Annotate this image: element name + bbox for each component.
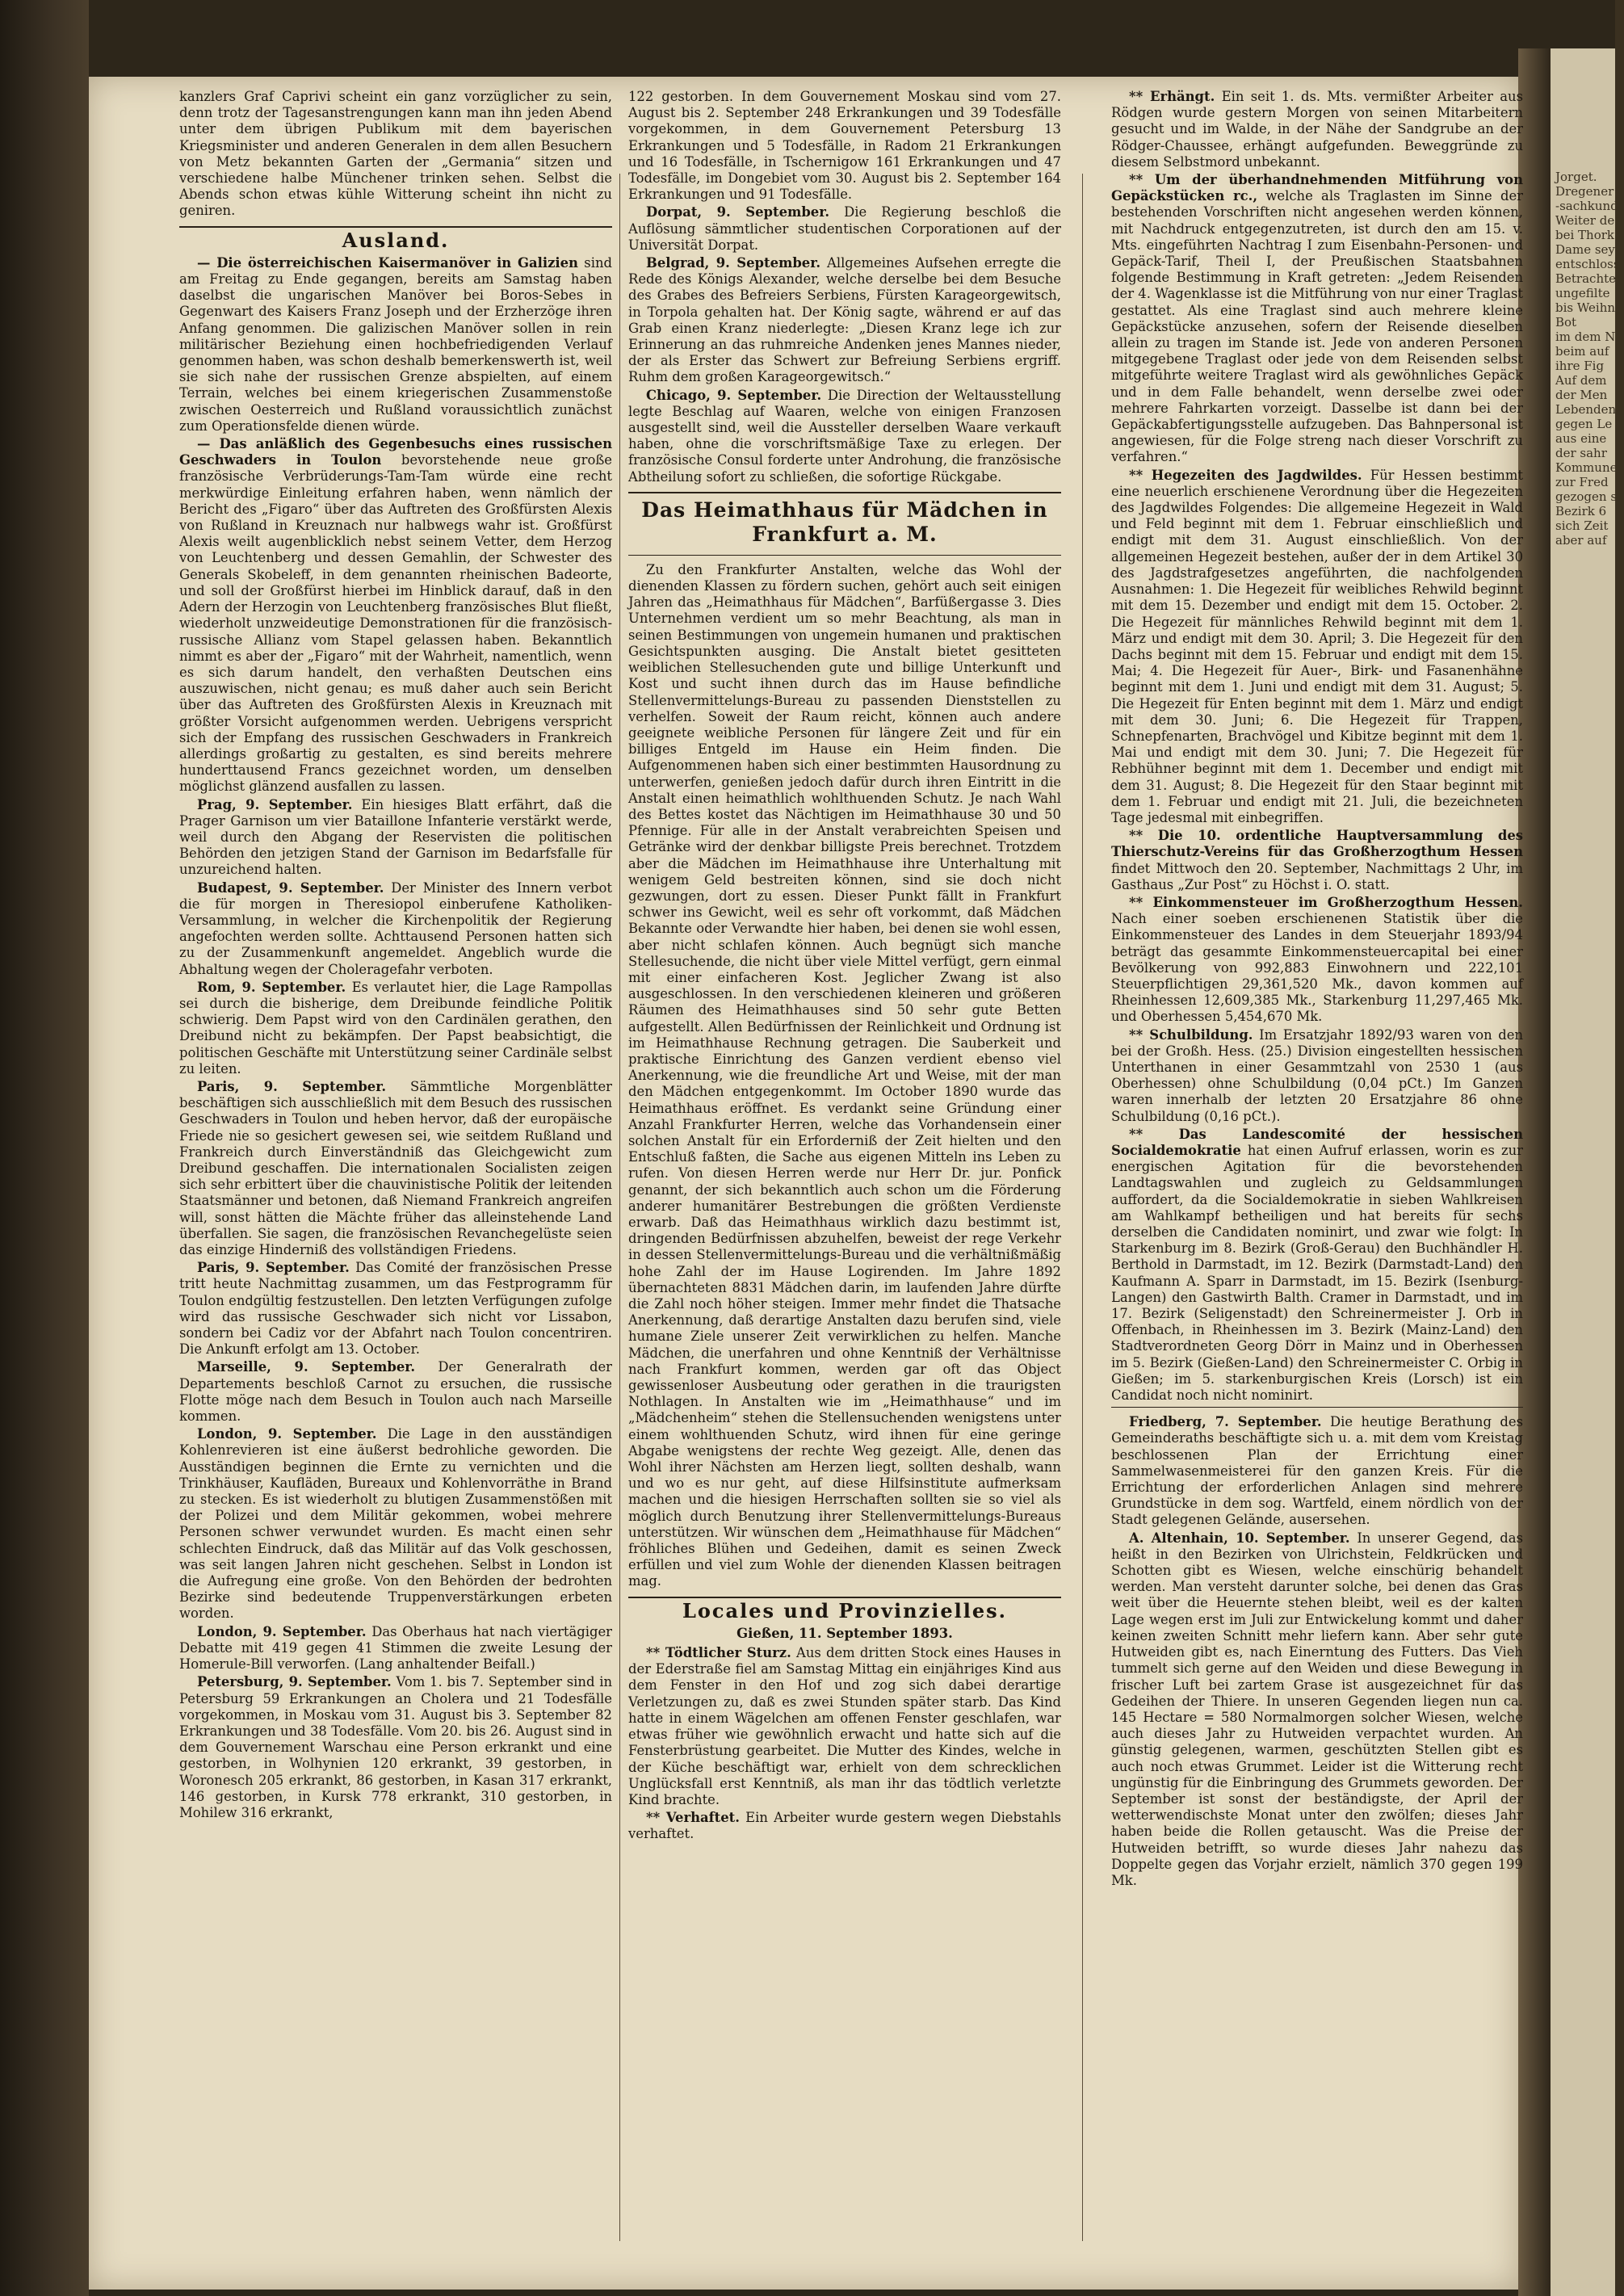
adjacent-page-text: ungefilte — [1555, 286, 1610, 300]
book-spine — [0, 0, 89, 2296]
news-item: ** Schulbildung. Im Ersatzjahr 1892/93 waren von den bei der Großh. Hess. (25.) Division eingestellten hessischen Unterthanen in einer Gesammtzahl von 2530 1 (aus Oberhessen) ohne Schulbildung (0,04 pCt.) Im Ganzen waren innerhalb der letzten 20 Ersatzjahre 86 ohne Schulbildung (0,16 pCt.). — [1111, 1026, 1523, 1124]
news-item: ** Hegezeiten des Jagdwildes. Für Hessen bestimmt eine neuerlich erschienene Verordnung über die Hegezeiten des Jagdwildes Folgendes: Die allgemeine Hegezeit in Wald und Feld beginnt mit dem 1. Februar einschließlich und endigt mit dem 31. August einschließlich. Von der allgemeinen Hegezeit bestehen, außer der in dem Artikel 30 des Jagdstrafgesetzes angeführten, die nachfolgenden Ausnahmen: 1. Die Hegezeit für weibliches Rehwild beginnt mit dem 15. Dezember und endigt mit dem 15. October. 2. Die Hegezeit für männliches Rehwild beginnt mit dem 1. März und endigt mit dem 30. April; 3. Die Hegezeit für den Dachs beginnt mit dem 15. Februar und endigt mit dem 15. Mai; 4. Die Hegezeit für Auer-, Birk- und Fasanenhähne beginnt mit dem 1. Juni und endigt mit dem 31. August; 5. Die Hegezeit für Enten beginnt mit dem 1. März und endigt mit dem 30. Juni; 6. Die Hegezeit für Trappen, Schnepfenarten, Brachvögel und Kibitze beginnt mit dem 1. Mai und endigt mit dem 30. Juni; 7. Die Hegezeit für Rebhühner beginnt mit dem 1. December und endigt mit dem 31. August; 8. Die Hegezeit für den Staar beginnt mit dem 1. Februar und endigt mit 21. Juli, die bezeichneten Tage jedesmal mit einbegriffen. — [1111, 467, 1523, 825]
column-rule — [619, 174, 620, 2241]
news-item: Prag, 9. September. Ein hiesiges Blatt erfährt, daß die Prager Garnison um vier Bataillone Infanterie verstärkt werde, weil durch den Abgang der Reservisten die politischen Behörden den jetzigen Stand der Garnison im Bedarfsfalle für unzureichend halten. — [179, 796, 612, 878]
divider — [179, 226, 612, 228]
news-item: Dorpat, 9. September. Die Regierung beschloß die Auflösung sämmtlicher studentischen Corporationen auf der Universität Dorpat. — [628, 204, 1061, 253]
news-item: Chicago, 9. September. Die Direction der Weltausstellung legte Beschlag auf Waaren, welche von einigen Franzosen ausgestellt sind, weil die Aussteller derselben Waare verkauft haben, ohne die vorschriftsmäßige Taxe zu erlegen. Der französische Consul forderte unter Androhung, die französische Abtheilung sofort zu schließen, die sofortige Rückgabe. — [628, 387, 1061, 485]
adjacent-page-text: Weiter de — [1555, 213, 1615, 228]
adjacent-page-edge — [1551, 48, 1624, 2296]
news-item: Paris, 9. September. Das Comité der französischen Presse tritt heute Nachmittag zusammen, um das Festprogramm für Toulon endgültig festzustellen. Den letzten Verfügungen zufolge wird das russische Geschwader sich nicht vor Lissabon, sondern bei Cadiz vor der Abfahrt nach Toulon concentriren. Die Ankunft erfolgt am 13. October. — [179, 1260, 612, 1358]
news-item: Marseille, 9. September. Der Generalrath der Departements beschloß Carnot zu ersuchen, die russische Flotte möge nach dem Besuch in Toulon auch nach Marseille kommen. — [179, 1359, 613, 1425]
paragraph: — Die österreichischen Kaisermanöver in Galizien sind am Freitag zu Ende gegangen, bereits am Samstag haben daselbst die ungarischen Manöver bei Boros-Sebes in Gegenwart des Kaisers Franz Joseph und der Erzherzöge ihren Anfang genommen. Die galizischen Manöver sollen in rein militärischer Beziehung einen hochbefriedigenden Verlauf genommen haben, was schon deshalb bemerkenswerth ist, weil sie sich nahe der russischen Grenze abspielten, auf einem Terrain, welches bei einem kriegerischen Zusammenstoße zwischen Oesterreich und Rußland voraussichtlich zunächst zum Operationsfelde dienen würde. — [179, 254, 612, 434]
adjacent-page-text: bis Weihn — [1555, 300, 1616, 315]
adjacent-page-text: aber auf — [1555, 533, 1607, 548]
page-gutter — [1518, 48, 1551, 2296]
dateline: Gießen, 11. September 1893. — [736, 1625, 953, 1641]
adjacent-page-text: Betrachten — [1555, 271, 1624, 286]
news-item: ** Erhängt. Ein seit 1. ds. Mts. vermißter Arbeiter aus Rödgen wurde gestern Morgen von seinen Mitarbeitern gesucht und im Walde, in der Nähe der Sandgrube an der Rödger-Chaussee, erhängt aufgefunden. Beweggründe zu diesem Selbstmord unbekannt. — [1111, 89, 1524, 170]
adjacent-page-text: sich Zeit — [1555, 518, 1609, 533]
news-item: ** Verhaftet. Ein Arbeiter wurde gestern wegen Diebstahls verhaftet. — [628, 1810, 1061, 1842]
adjacent-page-text: Lebenden — [1555, 402, 1617, 417]
news-item: ** Einkommensteuer im Großherzogthum Hessen. Nach einer soeben erschienenen Statistik über die Einkommensteuer des Landes in dem Steuerjahr 1893/94 beträgt das gesammte Einkommensteuercapital bei einer Bevölkerung von 992,883 Einwohnern und 222,101 Steuerpflichtigen 29,361,520 Mk., davon kommen auf Rheinhessen 12,609,385 Mk., Starkenburg 11,297,465 Mk. und Oberhessen 5,454,670 Mk. — [1111, 894, 1523, 1025]
column-rule — [1082, 174, 1083, 2241]
adjacent-page-text: Bot — [1555, 315, 1577, 329]
adjacent-page-text: Dregener — [1555, 184, 1614, 199]
news-item: London, 9. September. Die Lage in den ausständigen Kohlenrevieren ist eine äußerst bedrohliche geworden. Die Ausständigen beginnen die Ernte zu vernichten und die Trinkhäuser, Kaufläden, Bureaux und Kohlenvorräthe in Brand zu stecken. Es ist wiederholt zu blutigen Zusammenstößen mit der Polizei und dem Militär gekommen, wobei mehrere Personen schwer verwundet wurden. Es macht einen sehr schlechten Eindruck, daß das Militär auf das Volk geschossen, was seit langen Jahren nicht geschehen. Selbst in London ist die Aufregung eine große. Von den Behörden der bedrohten Bezirke sind bedeutende Truppenverstärkungen erbeten worden. — [179, 1426, 612, 1622]
news-item: Petersburg, 9. September. Vom 1. bis 7. September sind in Petersburg 59 Erkrankungen an Cholera und 21 Todesfälle vorgekommen, in Moskau vom 31. August bis 3. September 82 Erkrankungen und 38 Todesfälle. Vom 20. bis 26. August sind in dem Gouvernement Warschau eine Person erkrankt und eine gestorben, in Wolhynien 120 erkrankt, 39 gestorben, in Woronesch 205 erkrankt, 86 gestorben, in Kasan 317 erkrankt, 146 gestorben, in Kursk 778 erkrankt, 310 gestorben, in Mohilew 316 erkrankt, — [179, 1674, 612, 1820]
paragraph: 122 gestorben. In dem Gouvernement Moskau sind vom 27. August bis 2. September 248 Erkrankungen und 39 Todesfälle vorgekommen, in dem Gouvernement Petersburg 13 Erkrankungen und 5 Todesfälle, in Radom 21 Erkrankungen und 16 Todesfälle, in Tschernigow 161 Erkrankungen und 47 Todesfälle, im Dongebiet vom 30. August bis 2. September 164 Erkrankungen und 91 Todesfälle. — [628, 89, 1061, 203]
divider — [628, 1597, 1061, 1598]
news-item: ** Das Landescomité der hessischen Socialdemokratie hat einen Aufruf erlassen, worin es zur energischen Agitation für die bevorstehenden Landtagswahlen und zugleich zu Geldsammlungen auffordert, da die Socialdemokratie in sieben Wahlkreisen am Wahlkampf betheiligen und hat bereits für sechs derselben die Candidaten nominirt, und zwar wie folgt: In Starkenburg im 8. Bezirk (Groß-Gerau) den Buchhändler H. Berthold in Darmstadt, im 12. Bezirk (Darmstadt-Land) den Kaufmann A. Sparr in Darmstadt, im 15. Bezirk (Isenburg-Langen) den Gastwirth Balth. Cramer in Darmstadt, und im 17. Bezirk (Seligenstadt) den Schreinermeister J. Orb in Offenbach, in Rheinhessen im 3. Bezirk (Mainz-Land) den Stadtverordneten Georg Dörr in Mainz und in Oberhessen im 5. Bezirk (Gießen-Land) den Schreinermeister C. Orbig in Gießen; im 5. starkenburgischen Kreis (Lorsch) ist ein Candidat noch nicht nominirt. — [1111, 1126, 1523, 1404]
column-3 — [1111, 89, 1523, 1891]
column-1 — [179, 89, 612, 1823]
adjacent-page-text: der Men — [1555, 388, 1608, 402]
news-item: Friedberg, 7. September. Die heutige Berathung des Gemeinderaths beschäftigte sich u. a. mit dem vom Kreistag beschlossenen Plan der Errichtung einer Sammelwasenmeisterei für den ganzen Kreis. Für die Errichtung der erforderlichen Anlagen sind mehrere Grundstücke in dem sog. Wartfeld, einem nördlich von der Stadt gelegenen Gelände, ausersehen. — [1111, 1414, 1523, 1528]
adjacent-page-text: beim auf — [1555, 344, 1609, 359]
adjacent-page-text: ihre Fig — [1555, 359, 1605, 373]
section-heading-locales: Locales und Provinzielles. — [682, 1598, 1007, 1622]
paragraph: — Das anläßlich des Gegenbesuchs eines russischen Geschwaders in Toulon bevorstehende neue große französische Verbrüderungs-Tam-Tam würde eine recht merkwürdige Einleitung erfahren haben, wenn nämlich der Bericht des „Figaro“ über das Auftreten des Großfürsten Alexis von Rußland in Kreuznach nur halbwegs wahr ist. Großfürst Alexis weilt augenblicklich nebst seinem Vetter, dem Herzog von Leuchtenberg und dessen Gemahlin, der Schwester des Generals Skobeleff, in dem genannten rheinischen Badeorte, und soll der Großfürst hierbei im Hinblick darauf, daß in den Adern der Herzogin von Leuchtenberg französisches Blut fließt, wiederholt unzweideutige Demonstrationen für die französisch-russische Allianz vom Stapel gelassen haben. Bekanntlich nimmt es aber der „Figaro“ mit der Wahrheit, namentlich, wenn es sich darum handelt, den verhaßten Deutschen eins auszuwischen, nicht genau; es muß daher auch sein Bericht über das Auftreten des Großfürsten Alexis in Kreuznach mit größter Vorsicht aufgenommen werden. Uebrigens verspricht sich der Empfang des russischen Geschwaders in Frankreich allerdings großartig zu gestalten, es sind bereits mehrere hunderttausend Francs gezeichnet worden, um denselben möglichst glänzend ausfallen zu lassen. — [179, 436, 612, 795]
adjacent-page-text: Auf dem — [1555, 373, 1607, 388]
news-item: A. Altenhain, 10. September. In unserer Gegend, das heißt in den Bezirken von Ulrichstein, Feldkrücken und Schotten gibt es Wiesen, welche einschürig behandelt werden. Man versteht darunter solche, bei denen das Gras weit über die Heuernte stehen bleibt, weil es der kalten Lage wegen erst im Juli zur Entwickelung kommt und daher keinen zweiten Schnitt mehr liefern kann. Aber sehr gute Hutweiden gibt es, nach Einerntung des Futters. Das Vieh tummelt sich gerne auf den Weiden und diese Bewegung in frischer Luft bei zartem Grase ist ausgezeichnet für das Gedeihen der Thiere. In unseren Gegenden liegen nun ca. 145 Hectare = 580 Normalmorgen solcher Wiesen, welche auch dieses Jahr zu Hutweiden verpachtet wurden. An günstig gelegenen, warmen, geschützten Stellen gibt es auch noch etwas Grummet. Leider ist die Witterung recht ungünstig für die Einbringung des Grummets geworden. Der September ist sonst der beständigste, der April der wetterwendischste Monat unter den zwölfen; dieses Jahr haben beide die Rollen getauscht. Was die Preise der Hutweiden betrifft, so wurde dieses Jahr nahezu das Doppelte gegen das Vorjahr erzielt, nämlich 370 gegen 199 Mk. — [1111, 1530, 1523, 1888]
news-item: Budapest, 9. September. Der Minister des Innern verbot die für morgen in Theresiopol einberufene Katholiken-Versammlung, in welcher die Kirchenpolitik der Regierung angefochten werden sollte. Achttausend Personen hatten sich zu der Zusammenkunft angemeldet. Angeblich wurde die Abhaltung wegen der Choleragefahr verboten. — [179, 879, 612, 977]
divider — [1111, 1407, 1523, 1408]
column-2 — [628, 89, 1061, 1845]
news-item: ** Tödtlicher Sturz. Aus dem dritten Stock eines Hauses in der Ederstraße fiel am Samstag Mittag ein einjähriges Kind aus dem Fenster in den Hof und zog sich dabei derartige Verletzungen zu, daß es zwei Stunden später starb. Das Kind hatte in einem Wägelchen am offenen Fenster geschlafen, war etwas früher wie gewöhnlich erwacht und hatte sich auf die Fensterbrüstung gearbeitet. Die Mutter des Kindes, welche in der Küche beschäftigt war, erhielt von dem schrecklichen Unglücksfall erst Kenntniß, als man ihr das tödtlich verletzte Kind brachte. — [628, 1645, 1061, 1807]
news-item: Belgrad, 9. September. Allgemeines Aufsehen erregte die Rede des Königs Alexander, welche derselbe bei dem Besuche des Grabes des Befreiers Serbiens, Fürsten Karageorgewitsch, in Torpola gehalten hat. Der König sagte, während er auf das Grab einen Kranz niederlegte: „Diesen Kranz lege ich zur Erinnerung an das ruhmreiche Andenken jenes Mannes nieder, der als Erster das Schwert zur Befreiung Serbiens ergriff. Ruhm dem großen Karageorgewitsch.“ — [628, 255, 1061, 385]
adjacent-page-text: zur Fred — [1555, 475, 1609, 489]
news-item: Rom, 9. September. Es verlautet hier, die Lage Rampollas sei durch die bisherige, dem Dreibunde feindliche Politik schwierig. Dem Papst wird von den Cardinälen gerathen, den Dreibund nicht zu bekämpfen. Der Papst beabsichtigt, die politischen Geschäfte mit Unterstützung seiner Cardinäle selbst zu leiten. — [179, 979, 613, 1077]
news-item: Paris, 9. September. Sämmtliche Morgenblätter beschäftigen sich ausschließlich mit dem Besuch des russischen Geschwaders in Toulon und heben hervor, daß der europäische Friede nie so gesichert gewesen sei, wie seitdem Rußland und Frankreich durch Einverständniß das Gleichgewicht zum Dreibund geschaffen. Die internationalen Socialisten zeigen sich sehr erbittert über die chauvinistische Politik der leitenden Staatsmänner und betonen, daß Niemand Frankreich angreifen will, sonst hätten die Mächte früher das alleinstehende Land überfallen. Sie sagen, die französischen Revanchegelüste seien das einzige Hinderniß des vollständigen Friedens. — [179, 1078, 612, 1258]
news-item: ** Um der überhandnehmenden Mitführung von Gepäckstücken rc., welche als Traglasten im Sinne der bestehenden Vorschriften nicht angesehen werden können, mit Nachdruck entgegenzutreten, ist durch den am 15. v. Mts. eingeführten Nachtrag I zum Eisenbahn-Personen- und Gepäck-Tarif, Theil I, der Preußischen Staatsbahnen folgende Bestimmung in Kraft getreten: „Jedem Reisenden der 4. Wagenklasse ist die Mitführung von nur einer Traglast gestattet. Als eine Traglast sind auch mehrere kleine Gepäckstücke anzusehen, sofern der Reisende dieselben allein zu tragen im Stande ist. Jede von anderen Personen mitgegebene Traglast oder jede von dem Reisenden selbst mitgeführte weitere Traglast wird als gewöhnliches Gepäck und in dem Falle behandelt, wenn derselbe zwei oder mehrere Fahrkarten vorzeigt. Dasselbe ist dann bei der Gepäckabfertigungsstelle aufzugeben. Das Bahnpersonal ist angewiesen, für die Folge streng nach dieser Vorschrift zu verfahren.“ — [1111, 172, 1524, 465]
adjacent-page-text: Dame sey — [1555, 242, 1615, 257]
adjacent-page-text: Kommune — [1555, 460, 1618, 475]
adjacent-page-text: -sachkund — [1555, 199, 1618, 213]
news-item: London, 9. September. Das Oberhaus hat nach viertägiger Debatte mit 419 gegen 41 Stimmen die zweite Lesung der Homerule-Bill verworfen. (Lang anhaltender Beifall.) — [179, 1623, 612, 1673]
adjacent-page-text: im dem N — [1555, 329, 1616, 344]
adjacent-page-text: gezogen s — [1555, 489, 1618, 504]
paragraph: kanzlers Graf Caprivi scheint ein ganz vorzüglicher zu sein, denn trotz der Tagesanstrengungen kann man ihn jeden Abend unter dem übrigen Publikum mit dem bayerischen Kriegsminister und anderen Generalen in dem allen Besuchern von Metz bekannten Garten der „Germania“ sitzen und verschiedene halbe Münchener trinken sehen. Selbst die Abends schon etwas kühle Witterung scheint ihn nicht zu geniren. — [179, 89, 612, 219]
adjacent-page-text: entschloss — [1555, 257, 1620, 271]
divider — [628, 492, 1061, 493]
news-item: ** Die 10. ordentliche Hauptversammlung des Thierschutz-Vereins für das Großherzogthum Hessen findet Mittwoch den 20. September, Nachmittags 2 Uhr, im Gasthaus „Zur Post“ zu Höchst i. O. statt. — [1111, 828, 1523, 892]
divider — [628, 555, 1061, 556]
section-heading-ausland: Ausland. — [342, 228, 450, 252]
adjacent-page-text: Jorget. — [1555, 170, 1597, 184]
adjacent-page-text: gegen Le — [1555, 417, 1613, 431]
adjacent-page-text: bei Thork — [1555, 228, 1615, 242]
adjacent-page-text: Bezirk 6 — [1555, 504, 1607, 518]
article-title-heimathhaus: Das Heimathhaus für Mädchen in Frankfurt a. M. — [641, 497, 1048, 546]
adjacent-page-text: der sahr — [1555, 446, 1607, 460]
adjacent-page-text: aus eine — [1555, 431, 1607, 446]
article-body: Zu den Frankfurter Anstalten, welche das Wohl der dienenden Klassen zu fördern suchen, gehört auch seit einigen Jahren das „Heimathhaus für Mädchen“, Barfüßergasse 3. Dies Unternehmen verdient um so mehr Beachtung, als man in seinen Bestimmungen von ungemein humanen und praktischen Gesichtspunkten ausging. Die Anstalt bietet gesitteten weiblichen Stellesuchenden gute und billige Unterkunft und Kost und sucht ihnen durch das im Hause befindliche Stellenvermittelungs-Bureau zu passenden Dienststellen zu verhelfen. Soweit der Raum reicht, können auch andere geeignete weibliche Personen für längere Zeit und für ein billiges Entgeld im Hause ein Heim finden. Die Aufgenommenen haben sich einer bestimmten Hausordnung zu unterwerfen, genießen jedoch dafür durch ihren Eintritt in die Anstalt einen heimathlich wohlthuenden Schutz. Je nach Wahl des Bettes kostet das Nächtigen im Heimathhause 30 und 50 Pfennige. Für alle in der Anstalt verabreichten Speisen und Getränke wird der denkbar billigste Preis berechnet. Trotzdem aber die Mädchen im Heimathhause ihre Unterhaltung mit wenigem Geld bestreiten können, sind sie doch nicht gezwungen, dort zu essen. Dieser Punkt fällt in Frankfurt schwer ins Gewicht, weil es sehr oft vorkommt, daß Mädchen Bekannte oder Verwandte hier haben, bei denen sie wohl essen, aber nicht schlafen können. Auch begnügt sich manche Stellesuchende, die nicht über viele Mittel verfügt, gern einmal mit einer einfacheren Kost. Jeglicher Zwang ist also ausgeschlossen. In den verschiedenen kleineren und größeren Räumen des Heimathhauses sind 50 sehr gute Betten aufgestellt. Allen Bedürfnissen der Reinlichkeit und Ordnung ist im Heimathhause Rechnung getragen. Die Sauberkeit und praktische Einrichtung des Ganzen verdient ebenso viel Anerkennung, wie die freundliche Art und Weise, mit der man den Mädchen entgegenkommt. Im October 1890 wurde das Heimathhaus eröffnet. Es verdankt seine Gründung einer Anzahl Frankfurter Herren, welche das Vorhandensein einer solchen Anstalt für ein Erforderniß der Zeit hielten und den Entschluß faßten, die Sache aus eigenen Mitteln ins Leben zu rufen. Von diesen Herren werde nur Herr Dr. jur. Ponfick genannt, der sich bekanntlich auch schon um die Förderung anderer humanitärer Bestrebungen die größten Verdienste erwarb. Daß das Heimathhaus wirklich dazu bestimmt ist, dringenden Bedürfnissen abzuhelfen, beweist der rege Verkehr in dessen Stellenvermittelungs-Bureau und die verhältnißmäßig hohe Zahl der im Hause Logirenden. Im Jahre 1892 übernachteten 8831 Mädchen darin, im laufenden Jahre dürfte die Zahl noch höher steigen. Immer mehr findet die Thatsache Anerkennung, daß derartige Anstalten dazu berufen sind, viele humane Ziele unserer Zeit verwirklichen zu helfen. Manche Mädchen, die unerfahren und ohne Kenntniß der Verhältnisse nach Frankfurt kommen, werden gar oft das Object gewissenloser Ausbeutung oder gerathen in die traurigsten Nothlagen. In Anstalten wie im „Heimathhause“ und im „Mädchenheim“ stehen die Stellensuchenden wenigstens unter einem wohlthuenden Schutz, wird ihnen für eine geringe Abgabe wenigstens der rechte Weg gezeigt. Alle, denen das Wohl ihrer Nächsten am Herzen liegt, sollten deshalb, wann und wo es nur geht, auf diese Hilfsinstitute aufmerksam machen und die hiesigen Herrschaften sollten sie so viel als möglich durch Benutzung ihrer Stellenvermittelungs-Bureaus unterstützen. Wir wünschen dem „Heimathhause für Mädchen“ fröhliches Blühen und Gedeihen, damit es seinen Zweck erfüllen und viel zum Wohle der dienenden Klassen beitragen mag. — [628, 561, 1061, 1589]
